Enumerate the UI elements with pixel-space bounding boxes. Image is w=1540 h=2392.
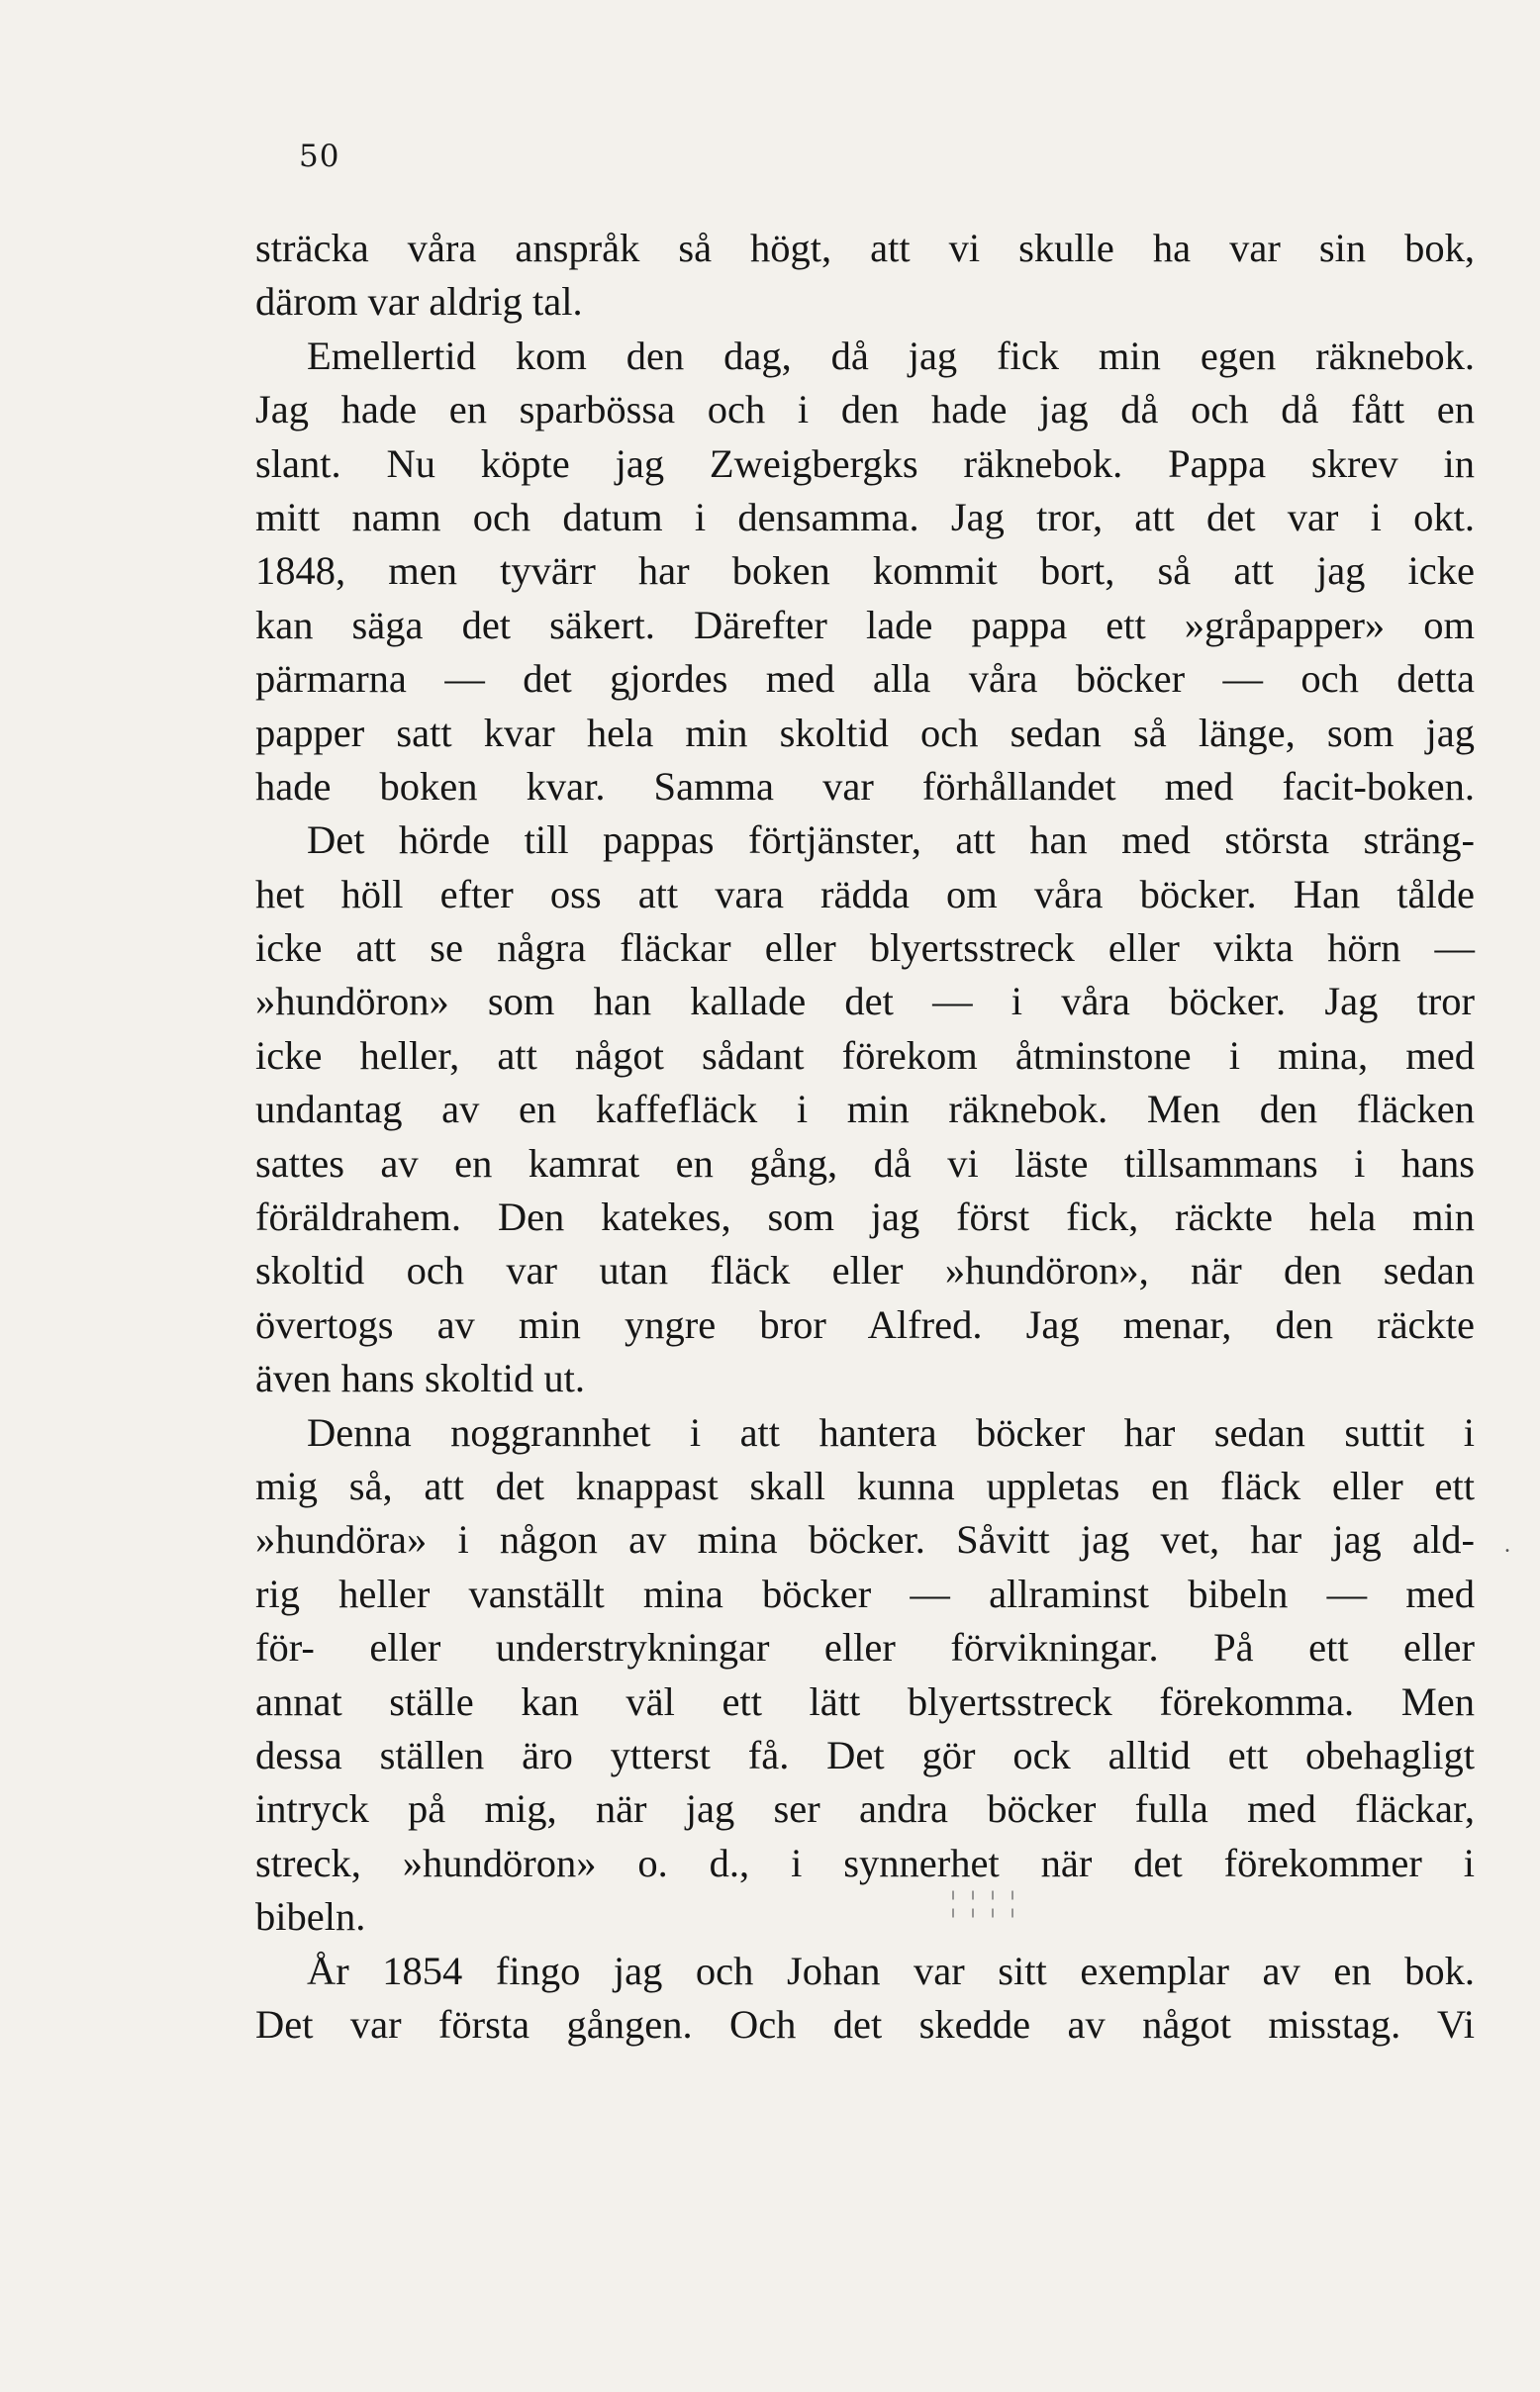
stray-mark: ¦¦¦¦ — [950, 1885, 1030, 1918]
text-line: Det hörde till pappas förtjänster, att han med största sträng- — [307, 817, 1475, 863]
text-line: skoltid och var utan fläck eller »hundöron», när den sedan — [255, 1248, 1475, 1293]
text-line: för- eller understrykningar eller förvikningar. På ett eller — [255, 1625, 1475, 1671]
text-line: övertogs av min yngre bror Alfred. Jag menar, den räckte — [255, 1301, 1475, 1347]
text-line: »hundöra» i någon av mina böcker. Såvitt jag vet, har jag ald- — [255, 1517, 1475, 1563]
text-line: streck, »hundöron» o. d., i synnerhet när det förekommer i — [255, 1840, 1475, 1885]
body-text — [255, 222, 1475, 2052]
text-line: intryck på mig, när jag ser andra böcker fulla med fläckar, — [255, 1786, 1475, 1832]
text-line: 1848, men tyvärr har boken kommit bort, så att jag icke — [255, 548, 1475, 594]
page-number: 50 — [299, 139, 340, 174]
text-line: dessa ställen äro ytterst få. Det gör ock alltid ett obehagligt — [255, 1732, 1475, 1777]
text-line: sträcka våra anspråk så högt, att vi skulle ha var sin bok, — [255, 226, 1475, 270]
text-line: Denna noggrannhet i att hantera böcker har sedan suttit i — [307, 1409, 1475, 1455]
text-line: papper satt kvar hela min skoltid och sedan så länge, som jag — [255, 710, 1475, 755]
text-line: kan säga det säkert. Därefter lade pappa ett »gråpapper» om — [255, 602, 1475, 647]
text-line: År 1854 fingo jag och Johan var sitt exemplar av en bok. — [307, 1948, 1475, 1993]
text-line: mig så, att det knappast skall kunna uppletas en fläck eller ett — [255, 1463, 1475, 1508]
stray-mark: . — [1504, 1532, 1510, 1558]
text-line: bibeln. — [255, 1894, 366, 1940]
text-line: därom var aldrig tal. — [255, 279, 583, 325]
text-line: icke att se några fläckar eller blyertsstreck eller vikta hörn — — [255, 925, 1475, 971]
text-line: rig heller vanställt mina böcker — allraminst bibeln — med — [255, 1571, 1475, 1616]
text-line: het höll efter oss att vara rädda om våra böcker. Han tålde — [255, 871, 1475, 916]
text-line: mitt namn och datum i densamma. Jag tror, att det var i okt. — [255, 494, 1475, 539]
text-line: slant. Nu köpte jag Zweigbergks räknebok. Pappa skrev in — [255, 440, 1475, 486]
text-line: Det var första gången. Och det skedde av något misstag. Vi — [255, 2001, 1475, 2047]
text-line: Emellertid kom den dag, då jag fick min egen räknebok. — [307, 333, 1475, 378]
text-line: »hundöron» som han kallade det — i våra böcker. Jag tror — [255, 979, 1475, 1024]
text-line: undantag av en kaffefläck i min räknebok. Men den fläcken — [255, 1087, 1475, 1132]
text-line: även hans skoltid ut. — [255, 1356, 585, 1401]
text-line: föräldrahem. Den katekes, som jag först fick, räckte hela min — [255, 1195, 1475, 1240]
text-line: pärmarna — det gjordes med alla våra böcker — och detta — [255, 656, 1475, 702]
text-line: Jag hade en sparbössa och i den hade jag då och då fått en — [255, 387, 1475, 432]
text-line: annat ställe kan väl ett lätt blyertsstreck förekomma. Men — [255, 1678, 1475, 1724]
text-line: icke heller, att något sådant förekom åtminstone i mina, med — [255, 1032, 1475, 1078]
text-line: sattes av en kamrat en gång, då vi läste tillsammans i hans — [255, 1140, 1475, 1186]
text-line: hade boken kvar. Samma var förhållandet med facit-boken. — [255, 763, 1475, 809]
